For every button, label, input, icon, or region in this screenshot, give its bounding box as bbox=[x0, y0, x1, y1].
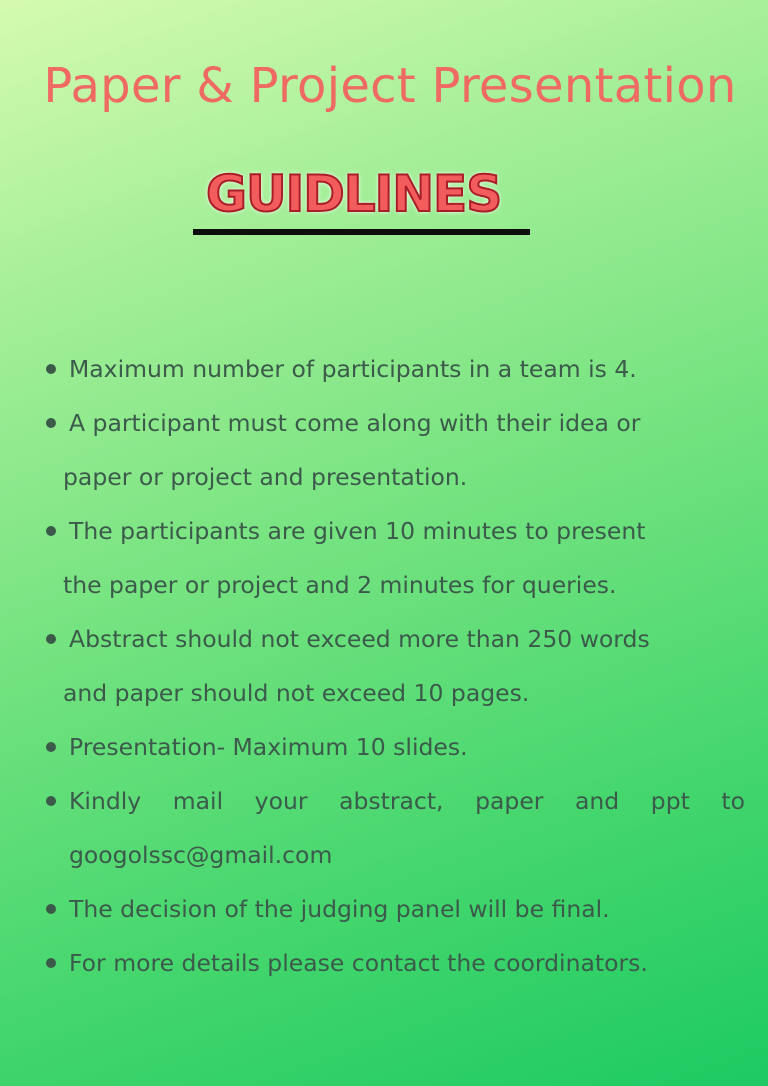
bullet-icon bbox=[46, 904, 56, 914]
guideline-text: The participants are given 10 minutes to present bbox=[69, 517, 646, 545]
bullet-icon bbox=[46, 364, 56, 374]
guideline-item bbox=[0, 504, 768, 612]
guideline-text-continued: and paper should not exceed 10 pages. bbox=[63, 679, 530, 707]
page-title: Paper & Project Presentation bbox=[43, 58, 737, 114]
guideline-text: For more details please contact the coordinators. bbox=[69, 949, 648, 977]
guideline-text: Presentation- Maximum 10 slides. bbox=[69, 733, 468, 761]
guideline-text-continued: the paper or project and 2 minutes for queries. bbox=[63, 571, 617, 599]
guidelines-list bbox=[0, 342, 768, 990]
guidelines-heading: GUIDLINES bbox=[206, 165, 502, 223]
guideline-text: Maximum number of participants in a team is 4. bbox=[69, 355, 637, 383]
bullet-icon bbox=[46, 634, 56, 644]
bullet-icon bbox=[46, 796, 56, 806]
bullet-icon bbox=[46, 958, 56, 968]
guideline-item bbox=[0, 936, 768, 990]
guideline-text: Abstract should not exceed more than 250 words bbox=[69, 625, 650, 653]
guideline-text: A participant must come along with their idea or bbox=[69, 409, 641, 437]
bullet-icon bbox=[46, 742, 56, 752]
bullet-icon bbox=[46, 526, 56, 536]
guideline-item-email bbox=[0, 774, 768, 882]
guideline-text-continued: paper or project and presentation. bbox=[63, 463, 468, 491]
guideline-item bbox=[0, 396, 768, 504]
guideline-item bbox=[0, 342, 768, 396]
guideline-item bbox=[0, 612, 768, 720]
guideline-text: The decision of the judging panel will be final. bbox=[69, 895, 610, 923]
heading-underline bbox=[193, 229, 530, 235]
guideline-item bbox=[0, 882, 768, 936]
guideline-text: Kindly mail your abstract, paper and ppt to bbox=[69, 787, 745, 815]
bullet-icon bbox=[46, 418, 56, 428]
guideline-item bbox=[0, 720, 768, 774]
contact-email: googolssc@gmail.com bbox=[69, 841, 333, 869]
